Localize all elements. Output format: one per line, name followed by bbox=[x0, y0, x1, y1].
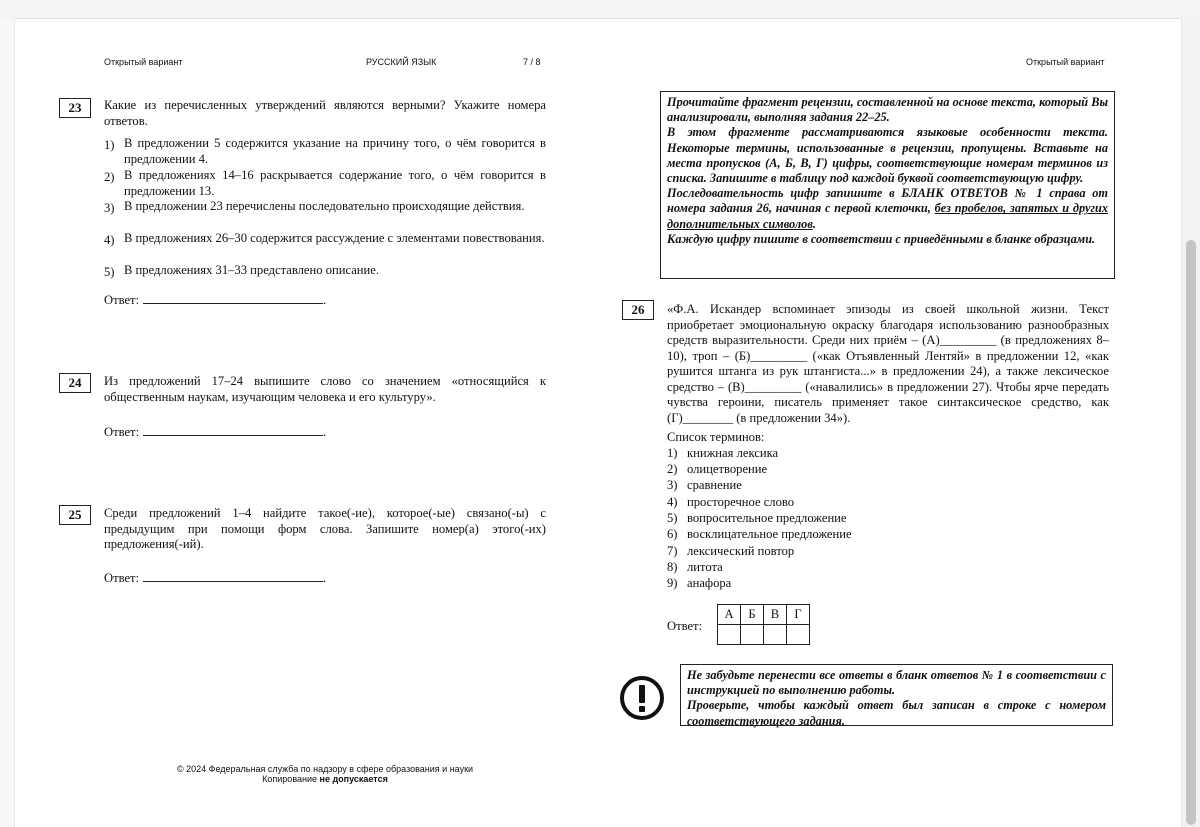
answer-cell-b[interactable] bbox=[741, 625, 764, 645]
option-text: В предложении 5 содержится указание на причину того, о чём говорится в предложении 4. bbox=[124, 136, 546, 166]
term-item: 1) книжная лексика bbox=[667, 446, 779, 460]
answer-label: Ответ: bbox=[104, 293, 140, 307]
question-23-answer: Ответ: . bbox=[104, 293, 327, 307]
header-subject: РУССКИЙ ЯЗЫК bbox=[366, 57, 437, 67]
option-number: 5) bbox=[104, 265, 115, 279]
term-item: 8) литота bbox=[667, 560, 723, 574]
question-26-number: 26 bbox=[622, 300, 654, 320]
reminder-box bbox=[680, 664, 1113, 726]
question-24-prompt: Из предложений 17–24 выпишите слово со значением «относящийся к общественным наукам, изучающим человека и его культуру». bbox=[104, 374, 546, 404]
answer-table-header: А bbox=[718, 605, 741, 625]
answer-table bbox=[717, 604, 810, 645]
copyright-line: © 2024 Федеральная служба по надзору в сфере образования и науки bbox=[176, 764, 474, 774]
instructions-p2: В этом фрагменте рассматриваются языковые особенности текста. Некоторые термины, использованные в рецензии, пропущены. Вставьте на места пропусков (А, Б, В, Г) цифры, соответствующие номерам терминов из списка. Запишите в таблицу под каждой буквой соответствующую цифру. bbox=[667, 125, 1108, 186]
term-item: 4) просторечное слово bbox=[667, 495, 795, 509]
reminder-p1: Не забудьте перенести все ответы в бланк ответов № 1 в соответствии с инструкцией по выполнению работы. bbox=[687, 668, 1106, 698]
question-23-prompt: Какие из перечисленных утверждений являются верными? Укажите номера ответов. bbox=[104, 98, 546, 128]
question-23-option-2 bbox=[104, 168, 546, 199]
answer-table-header-row bbox=[718, 605, 810, 625]
option-text: В предложении 23 перечислены последовательно происходящие действия. bbox=[124, 199, 525, 213]
copy-notice: Копирование не допускается bbox=[262, 774, 388, 784]
question-23-number: 23 bbox=[59, 98, 91, 118]
option-text: В предложениях 31–33 представлено описание. bbox=[124, 263, 380, 277]
answer-table-header: Г bbox=[787, 605, 810, 625]
header-variant-right: Открытый вариант bbox=[1026, 57, 1105, 67]
copyright-footer bbox=[160, 764, 490, 784]
term-item: 7) лексический повтор bbox=[667, 544, 795, 558]
question-23-option-3 bbox=[104, 199, 546, 215]
instructions-p1: Прочитайте фрагмент рецензии, составленной на основе текста, который Вы анализировали, выполняя задания 22–25. bbox=[667, 95, 1108, 125]
question-25-answer: Ответ: . bbox=[104, 571, 327, 585]
viewer-top-bar bbox=[0, 0, 1200, 19]
option-number: 1) bbox=[104, 138, 115, 152]
question-23-option-4 bbox=[104, 231, 546, 247]
exclamation-warning-icon bbox=[619, 675, 665, 721]
instructions-p4: Каждую цифру пишите в соответствии с приведёнными в бланке образцами. bbox=[667, 231, 1096, 246]
question-23-option-1 bbox=[104, 136, 546, 167]
question-24-answer: Ответ: . bbox=[104, 425, 327, 439]
option-text: В предложениях 14–16 раскрывается содержание того, о чём говорится в предложении 13. bbox=[124, 168, 546, 198]
term-item: 2) олицетворение bbox=[667, 462, 768, 476]
term-item: 5) вопросительное предложение bbox=[667, 511, 847, 525]
scrollbar-thumb[interactable] bbox=[1186, 240, 1196, 825]
answer-table-header: Б bbox=[741, 605, 764, 625]
viewer-left-edge bbox=[0, 18, 15, 827]
answer-line[interactable] bbox=[143, 291, 323, 304]
question-25-number: 25 bbox=[59, 505, 91, 525]
option-number: 3) bbox=[104, 201, 115, 215]
header-page-number: 7 / 8 bbox=[523, 57, 541, 67]
answer-line[interactable] bbox=[143, 569, 323, 582]
answer-table-input-row bbox=[718, 625, 810, 645]
reminder-p2: Проверьте, чтобы каждый ответ был записан в строке с номером соответствующего задания. bbox=[687, 698, 1106, 728]
question-23-option-5 bbox=[104, 263, 546, 279]
vertical-scrollbar[interactable] bbox=[1181, 18, 1200, 827]
option-number: 2) bbox=[104, 170, 115, 184]
term-item: 3) сравнение bbox=[667, 478, 742, 492]
answer-cell-g[interactable] bbox=[787, 625, 810, 645]
option-number: 4) bbox=[104, 233, 115, 247]
question-26-review-text: «Ф.А. Искандер вспоминает эпизоды из своей школьной жизни. Текст приобретает эмоциональную окраску благодаря использованию разнообразных средств выразительности. Среди них приём – (А)_________ (в предложениях 8–10), троп – (Б)_________ («как Отъявленный Лентяй» в предложении 12, «как рушится штанга из рук штангиста...» в предложении 24), а также лексическое средство – (В)_________ («навалились» в предложении 27). Чтобы ярче передать чувства героини, писатель применяет такое синтаксическое средство, как (Г)________ (в предложении 34»). bbox=[667, 302, 1109, 425]
question-24-number: 24 bbox=[59, 373, 91, 393]
answer-cell-v[interactable] bbox=[764, 625, 787, 645]
answer-label: Ответ: bbox=[104, 571, 140, 585]
answer-table-header: В bbox=[764, 605, 787, 625]
header-variant-left: Открытый вариант bbox=[104, 57, 183, 67]
answer-line[interactable] bbox=[143, 423, 323, 436]
question-25-prompt: Среди предложений 1–4 найдите такое(-ие), которое(-ые) связано(-ы) с предыдущим при помощи форм слова. Запишите номер(а) этого(-их) предложения(-ий). bbox=[104, 506, 546, 551]
answer-cell-a[interactable] bbox=[718, 625, 741, 645]
option-text: В предложениях 26–30 содержится рассуждение с элементами повествования. bbox=[124, 231, 545, 245]
term-item: 6) восклицательное предложение bbox=[667, 527, 852, 541]
instructions-p3: Последовательность цифр запишите в БЛАНК ОТВЕТОВ № 1 справа от номера задания 26, начиная с первой клеточки, без пробелов, запятых и других дополнительных символов. bbox=[667, 186, 1108, 231]
term-item: 9) анафора bbox=[667, 576, 732, 590]
question-26-answer-label: Ответ: bbox=[667, 619, 703, 633]
answer-label: Ответ: bbox=[104, 425, 140, 439]
instructions-box bbox=[660, 91, 1115, 279]
terms-list-title: Список терминов: bbox=[667, 430, 765, 444]
